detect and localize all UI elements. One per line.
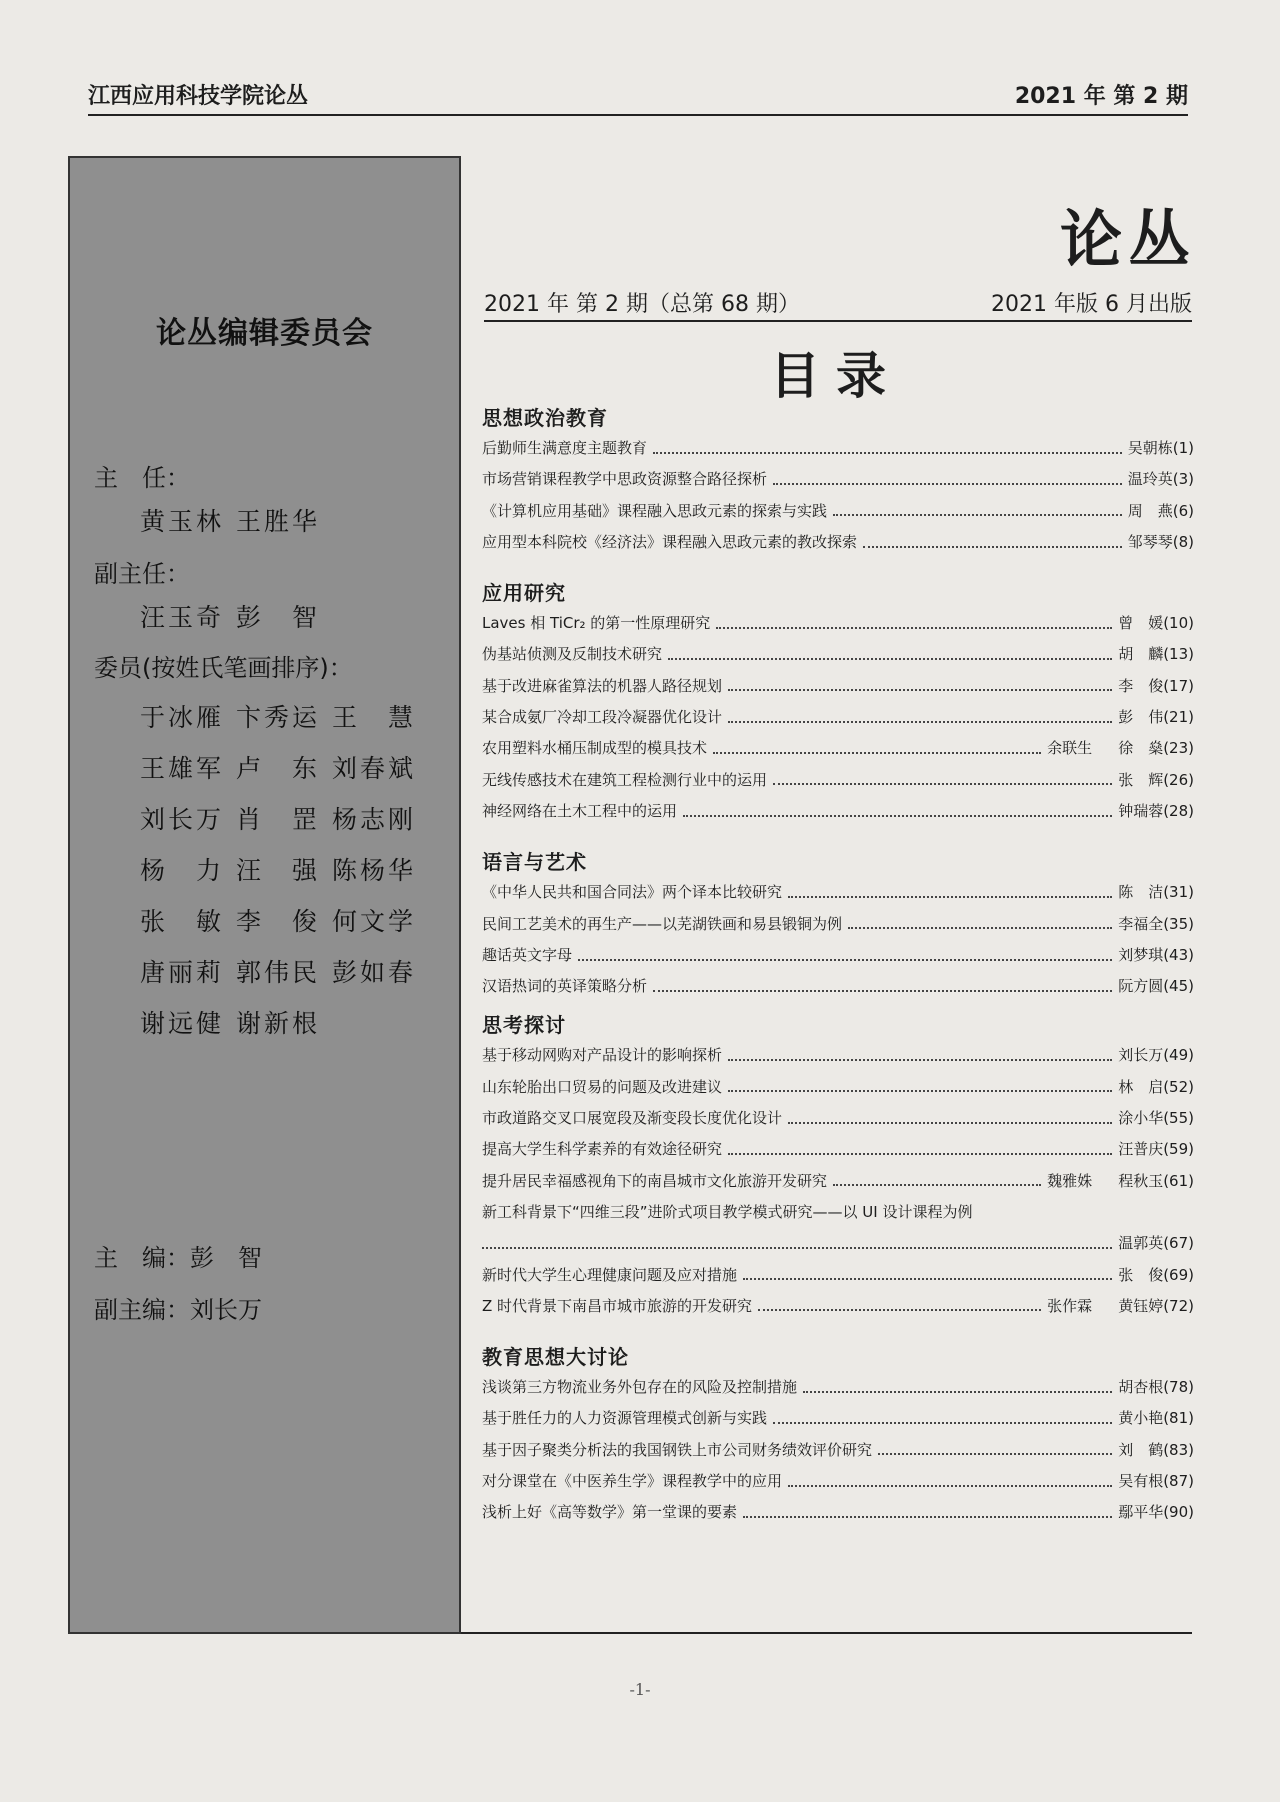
journal-name: 论丛	[1059, 203, 1196, 276]
member-name: 谢新根	[236, 1009, 321, 1038]
table-of-contents	[482, 403, 1194, 1529]
dot-leader	[728, 689, 1112, 691]
member-row	[140, 698, 428, 734]
entry-coauthor: 余联生	[1047, 739, 1093, 758]
dot-leader	[713, 752, 1041, 754]
dot-leader	[578, 959, 1112, 961]
entry-page: (35)	[1163, 914, 1194, 933]
toc-entry[interactable]	[482, 1260, 1194, 1291]
director-names	[140, 502, 332, 538]
toc-entry[interactable]	[482, 464, 1194, 495]
entry-page: (43)	[1163, 945, 1194, 964]
entry-page: (45)	[1163, 977, 1194, 996]
member-name: 杨 力	[140, 856, 225, 885]
toc-entry[interactable]	[482, 1403, 1194, 1434]
entry-author: 胡杏根	[1118, 1378, 1164, 1397]
toc-section-heading: 思想政治教育	[482, 406, 608, 430]
dot-leader	[728, 1090, 1112, 1092]
entry-title: 新时代大学生心理健康问题及应对措施	[482, 1265, 738, 1284]
member-name: 谢远健	[140, 1009, 225, 1038]
page-number: -1-	[629, 1680, 651, 1699]
toc-entry[interactable]	[482, 608, 1194, 639]
entry-title: 提高大学生科学素养的有效途径研究	[482, 1140, 723, 1159]
entry-author: 张 俊	[1118, 1265, 1164, 1284]
toc-entry[interactable]	[482, 1435, 1194, 1466]
dot-leader	[743, 1516, 1112, 1518]
toc-entry[interactable]	[482, 1466, 1194, 1497]
dot-leader	[833, 514, 1122, 516]
deputy-chief-editor: 副主编：刘长万	[94, 1296, 262, 1324]
entry-title: 基于移动网购对产品设计的影响探析	[482, 1046, 723, 1065]
member-name: 唐丽莉	[140, 958, 225, 987]
toc-section-heading: 思考探讨	[482, 1013, 566, 1038]
entry-author: 汪普庆	[1118, 1140, 1164, 1159]
toc-entry[interactable]	[482, 671, 1194, 702]
toc-entry[interactable]	[482, 702, 1194, 733]
member-row	[140, 1004, 332, 1040]
member-name: 李 俊	[236, 907, 321, 936]
running-head-issue: 2021 年 第 2 期	[1014, 84, 1188, 109]
dot-leader	[788, 896, 1112, 898]
entry-page: (83)	[1163, 1440, 1194, 1459]
entry-title: 新工科背景下“四维三段”进阶式项目教学模式研究——以 UI 设计课程为例	[482, 1202, 973, 1221]
entry-author: 李福全	[1118, 914, 1164, 933]
entry-title: 神经网络在土木工程中的运用	[482, 801, 678, 820]
member-name: 卢 东	[236, 754, 321, 783]
toc-entry[interactable]	[482, 1197, 1194, 1228]
toc-entry[interactable]	[482, 433, 1194, 464]
toc-entry[interactable]	[482, 1072, 1194, 1103]
director-name: 黄玉林	[140, 507, 225, 536]
toc-entry[interactable]	[482, 1134, 1194, 1165]
entry-title: 汉语热词的英译策略分析	[482, 977, 648, 996]
dot-leader	[863, 546, 1122, 548]
dot-leader	[848, 927, 1112, 929]
entry-page: (69)	[1163, 1265, 1194, 1284]
entry-title: 民间工艺美术的再生产——以芜湖铁画和易县锻铜为例	[482, 914, 843, 933]
toc-entry[interactable]	[482, 877, 1194, 908]
toc-entry[interactable]	[482, 1103, 1194, 1134]
member-name: 刘春斌	[332, 754, 417, 783]
entry-title: 某合成氨厂冷却工段冷凝器优化设计	[482, 708, 723, 727]
deputy-name: 彭 智	[236, 603, 321, 632]
entry-author: 温郭英	[1118, 1234, 1164, 1253]
member-row	[140, 800, 428, 836]
member-name: 肖 罡	[236, 805, 321, 834]
dot-leader	[803, 1391, 1112, 1393]
entry-author: 徐 燊	[1118, 739, 1164, 758]
entry-author: 吴有根	[1118, 1472, 1164, 1491]
entry-title: Laves 相 TiCr₂ 的第一性原理研究	[482, 614, 711, 633]
entry-page: (1)	[1172, 439, 1194, 457]
dot-leader	[743, 1278, 1112, 1280]
entry-author: 胡 麟	[1118, 645, 1164, 664]
entry-page: (87)	[1163, 1472, 1194, 1491]
toc-entry[interactable]	[482, 1040, 1194, 1071]
entry-author: 刘 鹤	[1118, 1440, 1164, 1459]
entry-author: 刘梦琪	[1118, 945, 1164, 964]
entry-page: (23)	[1163, 739, 1194, 758]
toc-section	[482, 1010, 1194, 1322]
entry-author: 曾 媛	[1118, 614, 1164, 633]
entry-author: 温玲英	[1127, 470, 1173, 489]
dot-leader	[773, 483, 1122, 485]
entry-title: 山东轮胎出口贸易的问题及改进建议	[482, 1077, 723, 1096]
deputy-names	[140, 598, 332, 634]
member-row	[140, 851, 428, 887]
entry-author: 涂小华	[1118, 1109, 1164, 1128]
dot-leader	[773, 1422, 1112, 1424]
entry-title: 无线传感技术在建筑工程检测行业中的运用	[482, 770, 768, 789]
entry-author: 彭 伟	[1118, 708, 1164, 727]
entry-page: (3)	[1172, 470, 1194, 489]
entry-author: 黄小艳	[1118, 1409, 1164, 1428]
dot-leader	[728, 1153, 1112, 1155]
member-name: 何文学	[332, 907, 417, 936]
dot-leader	[773, 783, 1112, 785]
issue-number: 2021 年 第 2 期（总第 68 期）	[484, 291, 800, 317]
member-name: 于冰雁	[140, 703, 225, 732]
toc-section	[482, 403, 1194, 558]
entry-author: 邹琴琴	[1127, 532, 1173, 551]
entry-title: 应用型本科院校《经济法》课程融入思政元素的教改探索	[482, 532, 858, 551]
toc-section-heading: 教育思想大讨论	[482, 1345, 629, 1370]
dot-leader	[788, 1485, 1112, 1487]
toc-section	[482, 578, 1194, 827]
entry-author: 李 俊	[1118, 676, 1164, 695]
entry-page: (52)	[1163, 1077, 1194, 1096]
member-row	[140, 953, 428, 989]
toc-entry[interactable]	[482, 971, 1194, 1002]
toc-entry[interactable]	[482, 1166, 1194, 1197]
entry-page: (13)	[1163, 645, 1194, 664]
dot-leader	[788, 1122, 1112, 1124]
entry-title: 《计算机应用基础》课程融入思政元素的探索与实践	[482, 501, 828, 520]
toc-entry[interactable]	[482, 527, 1194, 558]
entry-title: 基于因子聚类分析法的我国钢铁上市公司财务绩效评价研究	[482, 1440, 873, 1459]
dot-leader	[758, 1309, 1041, 1311]
entry-title: 浅谈第三方物流业务外包存在的风险及控制措施	[482, 1378, 798, 1397]
editorial-board-panel	[68, 156, 461, 1634]
member-name: 刘长万	[140, 805, 225, 834]
member-row	[140, 902, 428, 938]
entry-author: 林 启	[1118, 1077, 1164, 1096]
toc-entry[interactable]	[482, 1497, 1194, 1528]
entry-page: (81)	[1163, 1409, 1194, 1428]
entry-author: 刘长万	[1118, 1046, 1164, 1065]
entry-page: (49)	[1163, 1046, 1194, 1065]
contents-title: 目录	[770, 347, 902, 405]
entry-author: 阮方圆	[1118, 977, 1164, 996]
running-head-journal: 江西应用科技学院论丛	[88, 84, 309, 109]
toc-entry-continued[interactable]	[482, 1228, 1194, 1259]
toc-section	[482, 847, 1194, 1002]
dot-leader	[653, 452, 1122, 454]
entry-page: (21)	[1163, 708, 1194, 727]
entry-author: 周 燕	[1127, 501, 1173, 520]
toc-entry[interactable]	[482, 733, 1194, 764]
entry-title: 后勤师生满意度主题教育	[482, 439, 648, 457]
entry-page: (59)	[1163, 1140, 1194, 1159]
toc-entry[interactable]	[482, 765, 1194, 796]
dot-leader	[668, 658, 1112, 660]
entry-title: 浅析上好《高等数学》第一堂课的要素	[482, 1503, 738, 1522]
entry-page: (17)	[1163, 676, 1194, 695]
toc-entry[interactable]	[482, 496, 1194, 527]
toc-entry[interactable]	[482, 639, 1194, 670]
entry-title: 农用塑料水桶压制成型的模具技术	[482, 739, 708, 758]
member-name: 彭如春	[332, 958, 417, 987]
toc-entry[interactable]	[482, 1372, 1194, 1403]
members-label: 委员(按姓氏笔画排序)：	[94, 654, 353, 682]
entry-page: (78)	[1163, 1378, 1194, 1397]
member-name: 张 敏	[140, 907, 225, 936]
toc-section	[482, 1342, 1194, 1528]
dot-leader	[878, 1453, 1112, 1455]
dot-leader	[716, 627, 1112, 629]
entry-page: (28)	[1163, 801, 1194, 820]
entry-title: 市政道路交叉口展宽段及渐变段长度优化设计	[482, 1109, 783, 1128]
toc-section-heading: 应用研究	[482, 581, 566, 606]
toc-entry[interactable]	[482, 796, 1194, 827]
director-label: 主 任：	[94, 464, 190, 492]
toc-entry[interactable]	[482, 940, 1194, 971]
entry-title: 伪基站侦测及反制技术研究	[482, 645, 663, 664]
entry-page: (67)	[1163, 1234, 1194, 1253]
entry-title: 基于改进麻雀算法的机器人路径规划	[482, 676, 723, 695]
entry-title: Z 时代背景下南昌市城市旅游的开发研究	[482, 1296, 753, 1315]
entry-page: (61)	[1163, 1171, 1194, 1190]
dot-leader	[728, 721, 1112, 723]
entry-title: 基于胜任力的人力资源管理模式创新与实践	[482, 1409, 768, 1428]
member-name: 陈杨华	[332, 856, 417, 885]
entry-author: 张 辉	[1118, 770, 1164, 789]
member-name: 郭伟民	[236, 958, 321, 987]
member-name: 王雄军	[140, 754, 225, 783]
member-name: 卞秀运	[236, 703, 321, 732]
bottom-rule	[461, 1632, 1192, 1634]
entry-author: 黄钰婷	[1118, 1296, 1164, 1315]
member-name: 杨志刚	[332, 805, 417, 834]
entry-title: 趣话英文字母	[482, 945, 573, 964]
entry-page: (55)	[1163, 1109, 1194, 1128]
chief-editor: 主 编：彭 智	[94, 1244, 262, 1272]
dot-leader	[833, 1184, 1041, 1186]
entry-page: (72)	[1163, 1296, 1194, 1315]
entry-author: 程秋玉	[1118, 1171, 1164, 1190]
entry-author: 吴朝栋	[1127, 439, 1173, 457]
entry-page: (6)	[1172, 501, 1194, 520]
member-row	[140, 749, 428, 785]
member-name: 王 慧	[332, 703, 417, 732]
entry-author: 陈 洁	[1118, 883, 1164, 902]
dot-leader	[683, 815, 1112, 817]
toc-entry[interactable]	[482, 909, 1194, 940]
issue-line	[484, 284, 1192, 322]
member-name: 汪 强	[236, 856, 321, 885]
entry-page: (90)	[1163, 1503, 1194, 1522]
entry-page: (26)	[1163, 770, 1194, 789]
entry-coauthor: 张作霖	[1047, 1296, 1093, 1315]
entry-coauthor: 魏雅姝	[1047, 1171, 1093, 1190]
entry-page: (8)	[1172, 532, 1194, 551]
dot-leader	[728, 1059, 1112, 1061]
entry-title: 市场营销课程教学中思政资源整合路径探析	[482, 470, 768, 489]
toc-section-heading: 语言与艺术	[482, 850, 587, 875]
deputy-label: 副主任：	[94, 560, 190, 588]
deputy-name: 汪玉奇	[140, 603, 225, 632]
dot-leader	[653, 990, 1112, 992]
entry-page: (31)	[1163, 883, 1194, 902]
entry-title: 提升居民幸福感视角下的南昌城市文化旅游开发研究	[482, 1171, 828, 1190]
running-head	[88, 78, 1188, 116]
entry-author: 鄢平华	[1118, 1503, 1164, 1522]
entry-author: 钟瑞蓉	[1118, 801, 1164, 820]
publish-date: 2021 年版 6 月出版	[991, 291, 1192, 317]
entry-title: 对分课堂在《中医养生学》课程教学中的应用	[482, 1472, 783, 1491]
dot-leader	[482, 1247, 1112, 1249]
board-title: 论丛编辑委员会	[156, 316, 373, 351]
entry-page: (10)	[1163, 614, 1194, 633]
entry-title: 《中华人民共和国合同法》两个译本比较研究	[482, 883, 783, 902]
director-name: 王胜华	[236, 507, 321, 536]
toc-entry[interactable]	[482, 1291, 1194, 1322]
